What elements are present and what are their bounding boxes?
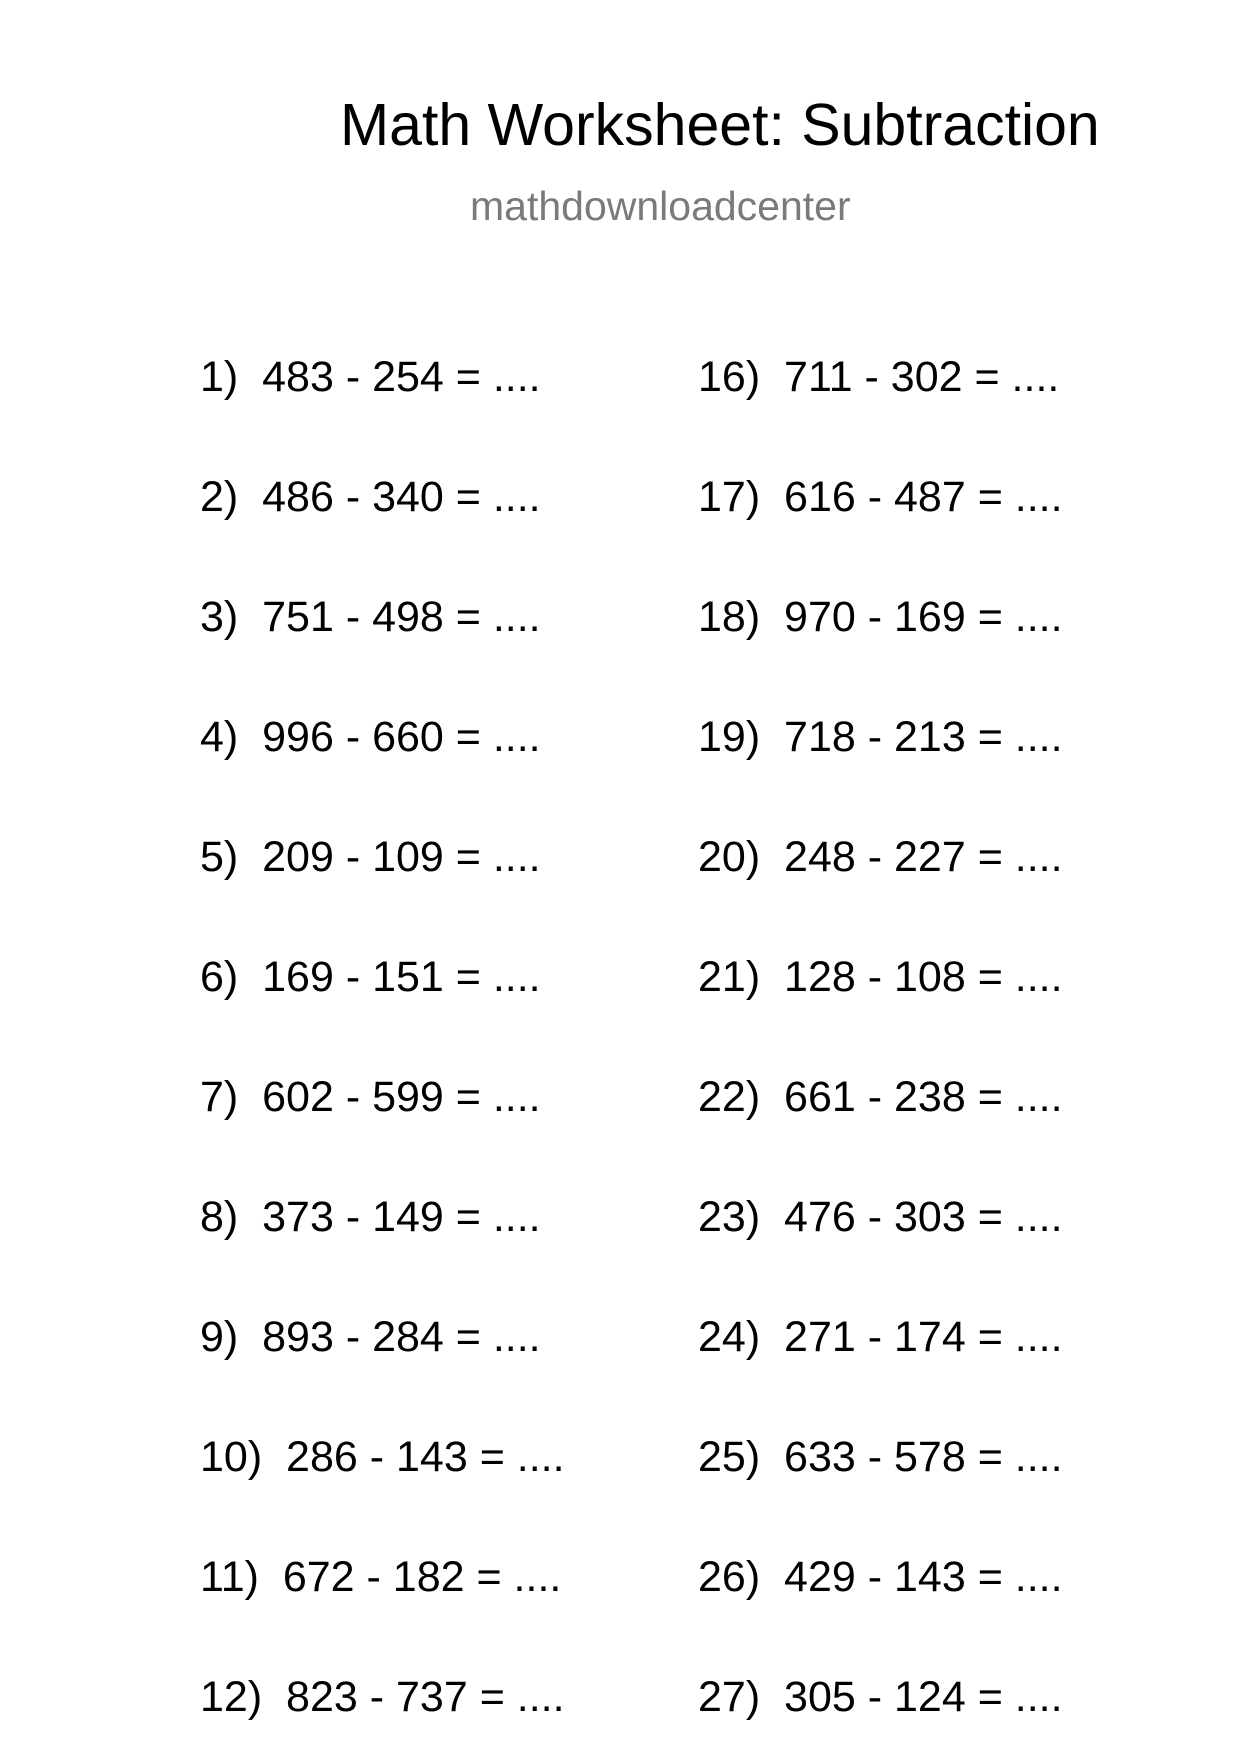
problem-2: 2) 486 - 340 = .... — [200, 473, 541, 521]
problem-5: 5) 209 - 109 = .... — [200, 833, 541, 881]
problem-7: 7) 602 - 599 = .... — [200, 1073, 541, 1121]
problem-23: 23) 476 - 303 = .... — [698, 1193, 1063, 1241]
problem-9: 9) 893 - 284 = .... — [200, 1313, 541, 1361]
problem-6: 6) 169 - 151 = .... — [200, 953, 541, 1001]
page-subtitle: mathdownloadcenter — [470, 183, 851, 229]
problem-1: 1) 483 - 254 = .... — [200, 353, 541, 401]
problem-25: 25) 633 - 578 = .... — [698, 1433, 1063, 1481]
problem-12: 12) 823 - 737 = .... — [200, 1673, 565, 1721]
problem-17: 17) 616 - 487 = .... — [698, 473, 1063, 521]
problem-11: 11) 672 - 182 = .... — [200, 1553, 562, 1601]
problem-19: 19) 718 - 213 = .... — [698, 713, 1063, 761]
problem-24: 24) 271 - 174 = .... — [698, 1313, 1063, 1361]
problem-10: 10) 286 - 143 = .... — [200, 1433, 565, 1481]
problem-20: 20) 248 - 227 = .... — [698, 833, 1063, 881]
problem-26: 26) 429 - 143 = .... — [698, 1553, 1063, 1601]
problem-8: 8) 373 - 149 = .... — [200, 1193, 541, 1241]
problem-16: 16) 711 - 302 = .... — [698, 353, 1060, 401]
problem-27: 27) 305 - 124 = .... — [698, 1673, 1063, 1721]
problem-3: 3) 751 - 498 = .... — [200, 593, 541, 641]
problem-18: 18) 970 - 169 = .... — [698, 593, 1063, 641]
problem-21: 21) 128 - 108 = .... — [698, 953, 1063, 1001]
problem-22: 22) 661 - 238 = .... — [698, 1073, 1063, 1121]
page-title: Math Worksheet: Subtraction — [340, 92, 1100, 158]
problem-4: 4) 996 - 660 = .... — [200, 713, 541, 761]
